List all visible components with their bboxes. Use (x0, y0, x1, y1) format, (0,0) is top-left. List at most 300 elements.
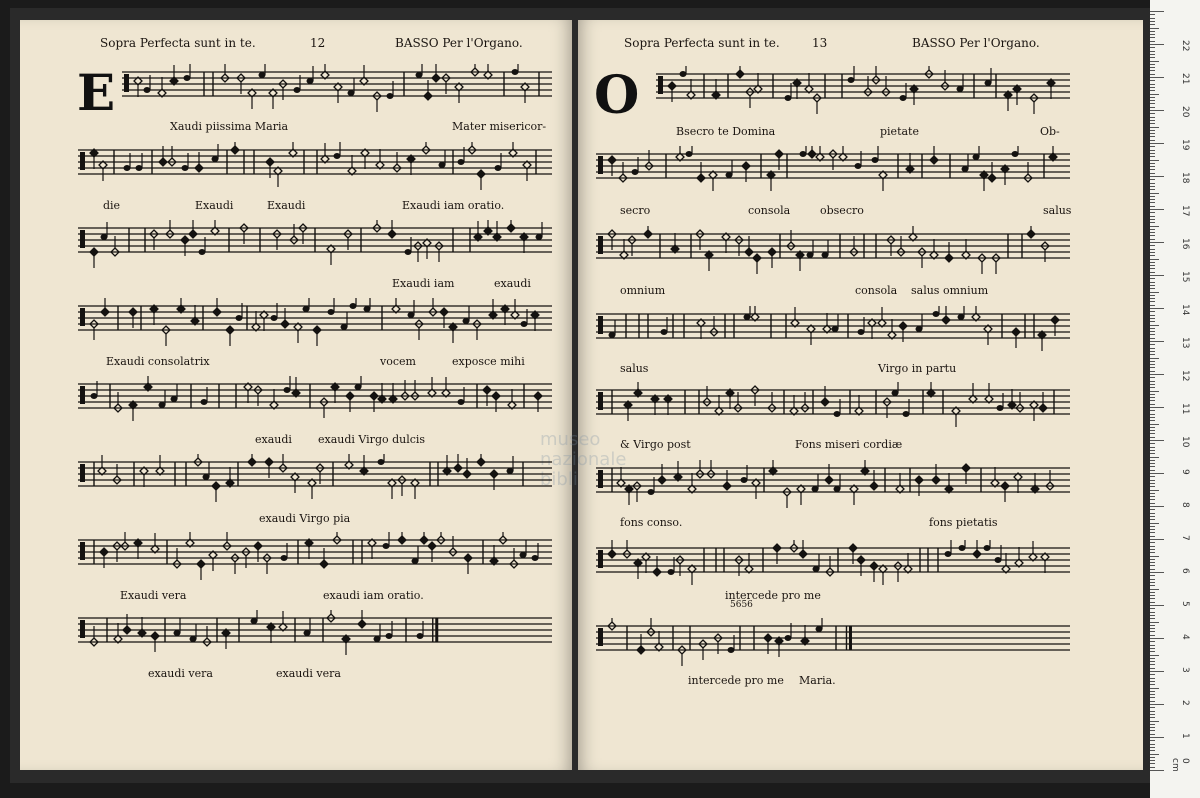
ruler-tick (1150, 394, 1155, 395)
ruler-tick (1150, 252, 1155, 253)
ruler-tick (1150, 420, 1155, 421)
music-staff (78, 454, 552, 504)
ruler-number: 19 (1180, 139, 1190, 151)
ruler-tick (1150, 585, 1155, 586)
ruler-tick (1150, 569, 1155, 570)
ruler-number: 17 (1180, 205, 1190, 217)
ruler-tick (1150, 136, 1155, 137)
ruler-tick (1150, 51, 1155, 52)
lyric-text: intercede pro me (688, 674, 784, 687)
ruler-tick (1150, 47, 1155, 48)
ruler-tick (1150, 387, 1155, 388)
lyric-text: consola (855, 284, 898, 297)
ruler-tick (1150, 684, 1155, 685)
ruler-tick (1150, 199, 1155, 200)
ruler-tick (1150, 523, 1159, 524)
ruler-tick (1150, 476, 1155, 477)
ruler-tick (1150, 374, 1164, 375)
ruler-tick (1150, 714, 1155, 715)
watermark-line: museo (540, 429, 601, 450)
ruler-tick (1150, 407, 1164, 408)
music-staff (596, 306, 1070, 356)
ruler-tick (1150, 70, 1155, 71)
ruler-tick (1150, 193, 1159, 194)
ruler-tick (1150, 589, 1159, 590)
ruler-tick (1150, 480, 1155, 481)
lyric-text: Xaudi piissima Maria (170, 120, 289, 133)
ruler-tick (1150, 503, 1155, 504)
ruler-tick (1150, 358, 1159, 359)
ruler-tick (1150, 377, 1155, 378)
ruler-tick (1150, 90, 1155, 91)
ruler-tick (1150, 64, 1155, 65)
music-staff (596, 382, 1070, 432)
ruler-tick (1150, 21, 1155, 22)
ruler-tick (1150, 74, 1155, 75)
lyric-text: exaudi Virgo dulcis (318, 433, 426, 446)
ruler-tick (1150, 391, 1159, 392)
ruler-tick (1150, 661, 1155, 662)
ruler-tick (1150, 549, 1155, 550)
ruler-tick (1150, 721, 1159, 722)
ruler-tick (1150, 470, 1155, 471)
ruler-tick (1150, 760, 1155, 761)
lyric-text: exaudi vera (276, 667, 341, 680)
ruler-tick (1150, 133, 1155, 134)
music-staff (122, 64, 552, 114)
lyric-text: consola (748, 204, 791, 217)
ruler-tick (1150, 655, 1159, 656)
ruler-tick (1150, 618, 1155, 619)
ruler-tick (1150, 249, 1155, 250)
ruler-tick (1150, 542, 1155, 543)
ruler-tick (1150, 130, 1155, 131)
ruler-tick (1150, 226, 1159, 227)
ruler-tick (1150, 688, 1159, 689)
ruler-tick (1150, 556, 1159, 557)
ruler-tick (1150, 259, 1159, 260)
lyric-text: Bsecro te Domina (676, 125, 776, 138)
ruler-number: 20 (1180, 106, 1190, 118)
ruler-tick (1150, 671, 1164, 672)
lyric-text: fons pietatis (929, 516, 998, 529)
ruler-tick (1150, 295, 1155, 296)
ruler-tick (1150, 754, 1159, 755)
ruler-tick (1150, 94, 1159, 95)
watermark-line: nazionale (540, 448, 627, 470)
lyric-text: Exaudi consolatrix (106, 355, 210, 368)
ruler-tick (1150, 334, 1155, 335)
ruler-number: 13 (1180, 337, 1190, 349)
lyric-text: Exaudi (195, 199, 234, 212)
ruler-tick (1150, 519, 1155, 520)
ruler-tick (1150, 433, 1155, 434)
ruler-tick (1150, 186, 1155, 187)
ruler-tick (1150, 483, 1155, 484)
ruler-tick (1150, 341, 1164, 342)
ruler-tick (1150, 605, 1164, 606)
ruler-tick (1150, 532, 1155, 533)
ruler-tick (1150, 24, 1155, 25)
ruler-tick (1150, 506, 1164, 507)
ruler-tick (1150, 245, 1155, 246)
ruler-tick (1150, 631, 1155, 632)
ruler-tick (1150, 664, 1155, 665)
lyric-text: Exaudi vera (120, 589, 187, 602)
ruler-tick (1150, 292, 1159, 293)
ruler-tick (1150, 424, 1159, 425)
ruler-tick (1150, 414, 1155, 415)
ruler-tick (1150, 473, 1164, 474)
music-staff (78, 610, 552, 660)
ruler-tick (1150, 84, 1155, 85)
music-staff (656, 66, 1070, 116)
music-staff (596, 146, 1070, 196)
lyric-text: pietate (880, 125, 919, 138)
ruler-tick (1150, 232, 1155, 233)
ruler-tick (1150, 579, 1155, 580)
ruler-number: 4 (1180, 634, 1190, 640)
ruler-tick (1150, 282, 1155, 283)
ruler-tick (1150, 539, 1164, 540)
lyric-text: salus (620, 362, 649, 375)
ruler-tick (1150, 645, 1155, 646)
ruler-number: 3 (1180, 667, 1190, 673)
ruler-tick (1150, 757, 1155, 758)
ruler-tick (1150, 113, 1155, 114)
ruler-tick (1150, 298, 1155, 299)
lyric-text: vocem (380, 355, 416, 368)
ruler-number: 15 (1180, 271, 1190, 283)
ruler-number: 22 (1180, 40, 1190, 52)
signature-mark: 5656 (730, 600, 753, 610)
ruler-tick (1150, 288, 1155, 289)
ruler-tick (1150, 744, 1155, 745)
lyric-text: fons conso. (620, 516, 683, 529)
ruler-tick (1150, 28, 1159, 29)
ruler-tick (1150, 499, 1155, 500)
ruler-tick (1150, 457, 1159, 458)
ruler-tick (1150, 612, 1155, 613)
ruler-tick (1150, 651, 1155, 652)
music-staff (78, 142, 552, 192)
ruler-tick (1150, 160, 1159, 161)
ruler-tick (1150, 466, 1155, 467)
ruler-tick (1150, 348, 1155, 349)
ruler-tick (1150, 730, 1155, 731)
ruler-tick (1150, 747, 1155, 748)
ruler-tick (1150, 381, 1155, 382)
ruler-tick (1150, 641, 1155, 642)
watermark-line: bibli (540, 468, 578, 490)
ruler-tick (1150, 450, 1155, 451)
ruler-tick (1150, 668, 1155, 669)
ruler-number: 12 (1180, 370, 1190, 382)
ruler-tick (1150, 437, 1155, 438)
ruler-tick (1150, 212, 1155, 213)
ruler-tick (1150, 110, 1164, 111)
ruler-tick (1150, 255, 1155, 256)
right-part-name: BASSO Per l'Organo. (912, 36, 1040, 50)
lyric-text: omnium (620, 284, 666, 297)
ruler-tick (1150, 14, 1155, 15)
ruler-tick (1150, 239, 1155, 240)
ruler-tick (1150, 183, 1155, 184)
music-staff (78, 532, 552, 582)
ruler-tick (1150, 262, 1155, 263)
measuring-ruler (1150, 0, 1200, 798)
lyric-text: Virgo in partu (878, 362, 957, 375)
ruler-tick (1150, 229, 1155, 230)
ruler-tick (1150, 318, 1155, 319)
ruler-tick (1150, 717, 1155, 718)
left-page-number: 12 (310, 36, 326, 50)
ruler-number: 9 (1180, 469, 1190, 475)
ruler-tick (1150, 272, 1155, 273)
left-part-name: BASSO Per l'Organo. (395, 36, 523, 50)
ruler-tick (1150, 54, 1155, 55)
ruler-number: 14 (1180, 304, 1190, 316)
ruler-tick (1150, 61, 1159, 62)
ruler-tick (1150, 361, 1155, 362)
ruler-tick (1150, 509, 1155, 510)
lyric-text: Exaudi iam oratio. (402, 199, 505, 212)
lyric-text: & Virgo post (620, 438, 691, 451)
ruler-tick (1150, 397, 1155, 398)
ruler-tick (1150, 103, 1155, 104)
ruler-tick (1150, 400, 1155, 401)
ruler-tick (1150, 770, 1164, 771)
ruler-tick (1150, 694, 1155, 695)
ruler-tick (1150, 674, 1155, 675)
ruler-tick (1150, 658, 1155, 659)
ruler-tick (1150, 285, 1155, 286)
ruler-tick (1150, 536, 1155, 537)
ruler-tick (1150, 711, 1155, 712)
ruler-tick (1150, 338, 1155, 339)
music-staff (596, 226, 1070, 276)
ruler-tick (1150, 331, 1155, 332)
ruler-tick (1150, 371, 1155, 372)
ruler-tick (1150, 602, 1155, 603)
ruler-tick (1150, 704, 1164, 705)
ruler-tick (1150, 562, 1155, 563)
ruler-number: 10 (1180, 436, 1190, 448)
ruler-tick (1150, 87, 1155, 88)
ruler-tick (1150, 691, 1155, 692)
ruler-tick (1150, 447, 1155, 448)
ruler-tick (1150, 202, 1155, 203)
lyric-text: Exaudi iam (392, 277, 455, 290)
ruler-tick (1150, 196, 1155, 197)
lyric-text: exaudi Virgo pia (259, 512, 351, 525)
ruler-tick (1150, 727, 1155, 728)
ruler-tick (1150, 140, 1155, 141)
ruler-tick (1150, 163, 1155, 164)
ruler-tick (1150, 410, 1155, 411)
lyric-text: Maria. (799, 674, 836, 687)
ruler-tick (1150, 321, 1155, 322)
ruler-number: 11 (1180, 403, 1190, 415)
ruler-tick (1150, 734, 1155, 735)
music-staff (78, 298, 552, 348)
ruler-tick (1150, 404, 1155, 405)
ruler-tick (1150, 209, 1164, 210)
ruler-tick (1150, 176, 1164, 177)
ruler-tick (1150, 763, 1155, 764)
ruler-tick (1150, 493, 1155, 494)
ruler-tick (1150, 364, 1155, 365)
ruler-tick (1150, 120, 1155, 121)
ruler-tick (1150, 427, 1155, 428)
ruler-tick (1150, 707, 1155, 708)
ruler-tick (1150, 767, 1155, 768)
ruler-tick (1150, 463, 1155, 464)
ruler-tick (1150, 546, 1155, 547)
ruler-tick (1150, 150, 1155, 151)
ruler-tick (1150, 430, 1155, 431)
ruler-tick (1150, 97, 1155, 98)
ruler-tick (1150, 127, 1159, 128)
ruler-tick (1150, 750, 1155, 751)
lyric-text: intercede pro me (725, 589, 821, 602)
ruler-tick (1150, 31, 1155, 32)
ruler-tick (1150, 638, 1164, 639)
ruler-number: 6 (1180, 568, 1190, 574)
ruler-tick (1150, 11, 1164, 12)
ruler-tick (1150, 354, 1155, 355)
ruler-tick (1150, 308, 1164, 309)
ruler-tick (1150, 598, 1155, 599)
ruler-tick (1150, 417, 1155, 418)
ruler-tick (1150, 635, 1155, 636)
ruler-tick (1150, 169, 1155, 170)
ruler-tick (1150, 367, 1155, 368)
ruler-tick (1150, 513, 1155, 514)
ruler-tick (1150, 206, 1155, 207)
ruler-tick (1150, 189, 1155, 190)
ruler-number: 8 (1180, 502, 1190, 508)
ruler-tick (1150, 648, 1155, 649)
ruler-tick (1150, 301, 1155, 302)
ruler-tick (1150, 100, 1155, 101)
right-page-number: 13 (812, 36, 828, 50)
ruler-tick (1150, 216, 1155, 217)
ruler-tick (1150, 496, 1155, 497)
lyric-text: salus (1043, 204, 1072, 217)
ruler-tick (1150, 384, 1155, 385)
ruler-tick (1150, 486, 1155, 487)
lyric-text: obsecro (820, 204, 864, 217)
ruler-tick (1150, 697, 1155, 698)
lyric-text: exaudi vera (148, 667, 213, 680)
ruler-tick (1150, 242, 1164, 243)
ruler-tick (1150, 552, 1155, 553)
music-staff (78, 376, 552, 426)
ruler-tick (1150, 460, 1155, 461)
ruler-tick (1150, 737, 1164, 738)
ruler-number: 18 (1180, 172, 1190, 184)
ruler-tick (1150, 80, 1155, 81)
ruler-tick (1150, 265, 1155, 266)
ruler-tick (1150, 681, 1155, 682)
ruler-tick (1150, 219, 1155, 220)
lyric-text: Fons miseri cordiæ (795, 438, 903, 451)
ruler-tick (1150, 235, 1155, 236)
ruler-number: 5 (1180, 601, 1190, 607)
ruler-tick (1150, 351, 1155, 352)
left-header-title: Sopra Perfecta sunt in te. (100, 36, 256, 50)
ruler-tick (1150, 166, 1155, 167)
ruler-tick (1150, 440, 1164, 441)
ruler-tick (1150, 740, 1155, 741)
ruler-tick (1150, 275, 1164, 276)
music-staff (596, 618, 1070, 668)
left-initial-letter: E (77, 63, 116, 122)
ruler-tick (1150, 615, 1155, 616)
ruler-tick (1150, 678, 1155, 679)
ruler-tick (1150, 443, 1155, 444)
ruler-tick (1150, 592, 1155, 593)
ruler-tick (1150, 18, 1155, 19)
ruler-tick (1150, 77, 1164, 78)
ruler-tick (1150, 328, 1155, 329)
lyric-text: salus omnium (911, 284, 989, 297)
ruler-tick (1150, 325, 1159, 326)
ruler-tick (1150, 565, 1155, 566)
ruler-tick (1150, 67, 1155, 68)
ruler-tick (1150, 278, 1155, 279)
ruler-tick (1150, 173, 1155, 174)
right-header-title: Sopra Perfecta sunt in te. (624, 36, 780, 50)
ruler-tick (1150, 575, 1155, 576)
lyric-text: die (103, 199, 121, 212)
ruler-number: 2 (1180, 700, 1190, 706)
ruler-tick (1150, 608, 1155, 609)
ruler-tick (1150, 153, 1155, 154)
ruler-tick (1150, 559, 1155, 560)
ruler-number: 7 (1180, 535, 1190, 541)
lyric-text: exaudi iam oratio. (323, 589, 424, 602)
ruler-tick (1150, 305, 1155, 306)
music-staff (596, 460, 1070, 510)
ruler-tick (1150, 622, 1159, 623)
lyric-text: secro (620, 204, 651, 217)
ruler-unit: 0 cm (1170, 758, 1190, 772)
ruler-tick (1150, 57, 1155, 58)
ruler-tick (1150, 453, 1155, 454)
ruler-tick (1150, 516, 1155, 517)
ruler-tick (1150, 724, 1155, 725)
ruler-number: 21 (1180, 73, 1190, 85)
ruler-tick (1150, 628, 1155, 629)
ruler-tick (1150, 701, 1155, 702)
music-staff (78, 220, 552, 270)
ruler-tick (1150, 41, 1155, 42)
lyric-text: exaudi (255, 433, 292, 446)
lyric-text: Ob- (1040, 125, 1060, 138)
music-staff (596, 540, 1070, 590)
ruler-tick (1150, 625, 1155, 626)
ruler-tick (1150, 107, 1155, 108)
right-initial-letter: O (594, 65, 640, 126)
ruler-tick (1150, 143, 1164, 144)
ruler-tick (1150, 156, 1155, 157)
ruler-tick (1150, 37, 1155, 38)
ruler-tick (1150, 572, 1164, 573)
ruler-number: 1 (1180, 733, 1190, 739)
ruler-tick (1150, 222, 1155, 223)
